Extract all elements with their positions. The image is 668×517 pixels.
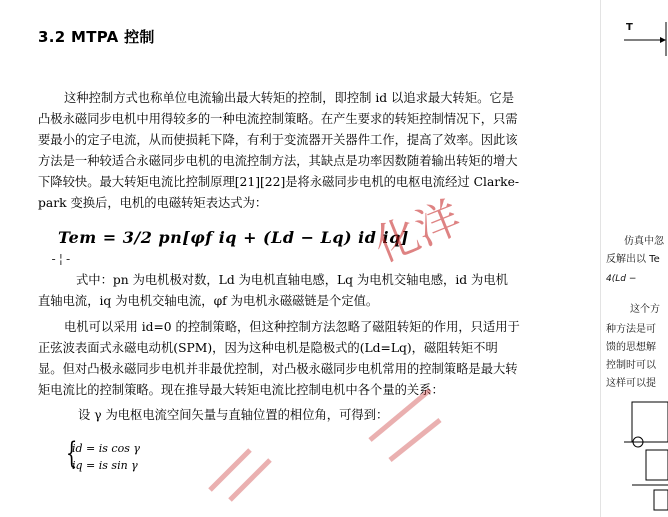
- paragraph-control-strategy: 电机可以采用 id=0 的控制策略，但这种控制方法忽略了磁阻转矩的作用，只适用于正弦波表面式永磁电动机(SPM)，因为这种电机是隐极式的(Ld=Lq)，磁阻转矩不明显。但对凸极永磁同步电机并非最优控制，对凸极永磁同步电机常用的控制策略是最大转矩电流比的控制策略。现在推导最大转矩电流比控制电机中各个量的关系：: [38, 320, 520, 397]
- diagram-t-label: T: [626, 22, 633, 33]
- section-heading: 3.2 MTPA 控制: [38, 28, 155, 46]
- right-text-line: 控制时可以: [606, 360, 656, 371]
- right-text-line: 馈的思想解: [606, 342, 656, 353]
- crosshair-cursor-icon: -¦-: [50, 252, 72, 266]
- right-text-line: 这样可以提: [606, 378, 656, 389]
- watermark-stamp: 化洋: [367, 192, 469, 273]
- circuit-diagram-fragment: [602, 390, 668, 517]
- right-text-line: 这个方: [630, 304, 660, 315]
- paragraph-symbol-definitions: 式中：pn 为电机极对数，Ld 为电机直轴电感，Lq 为电机交轴电感，id 为电机直轴电流，iq 为电机交轴电流，φf 为电机永磁磁链是个定值。: [38, 273, 508, 308]
- right-text-line: 4(Ld −: [606, 274, 637, 284]
- torque-equation: Tem = 3/2 pn[φf iq + (Ld − Lq) id iq]: [58, 228, 409, 247]
- paragraph-mtpa-intro: 这种控制方式也称单位电流输出最大转矩的控制，即控制 id 以追求最大转矩。它是凸极永磁同步电机中用得较多的一种电流控制策略。在产生要求的转矩控制情况下，只需要最小的定子电流，从而使损耗下降，有利于变流器开关器件工作，提高了效率。因此该方法是一种较适合永磁同步电机的电流控制方法，其缺点是功率因数随着输出转矩的增大下降较快。最大转矩电流比控制原理[21][22]是将永磁同步电机的电枢电流经过 Clarke-park 变换后，电机的电磁转矩表达式为：: [38, 91, 520, 210]
- paragraph-phase-angle: 设 γ 为电枢电流空间矢量与直轴位置的相位角，可得到：: [78, 408, 389, 422]
- equation-id: id = is cos γ: [72, 442, 140, 455]
- right-text-line: 种方法是可: [606, 324, 656, 335]
- watermark-strokes: [190, 380, 450, 510]
- right-text-line: 仿真中忽: [624, 236, 664, 247]
- equation-iq: iq = is sin γ: [72, 459, 138, 472]
- right-text-line: 反解出以 Te: [606, 254, 660, 265]
- adjacent-page: [602, 0, 668, 517]
- equation-system-brace: {: [65, 436, 78, 471]
- page-divider: [600, 0, 601, 517]
- current-equation-system: [72, 440, 140, 474]
- block-diagram-fragment: [602, 0, 668, 80]
